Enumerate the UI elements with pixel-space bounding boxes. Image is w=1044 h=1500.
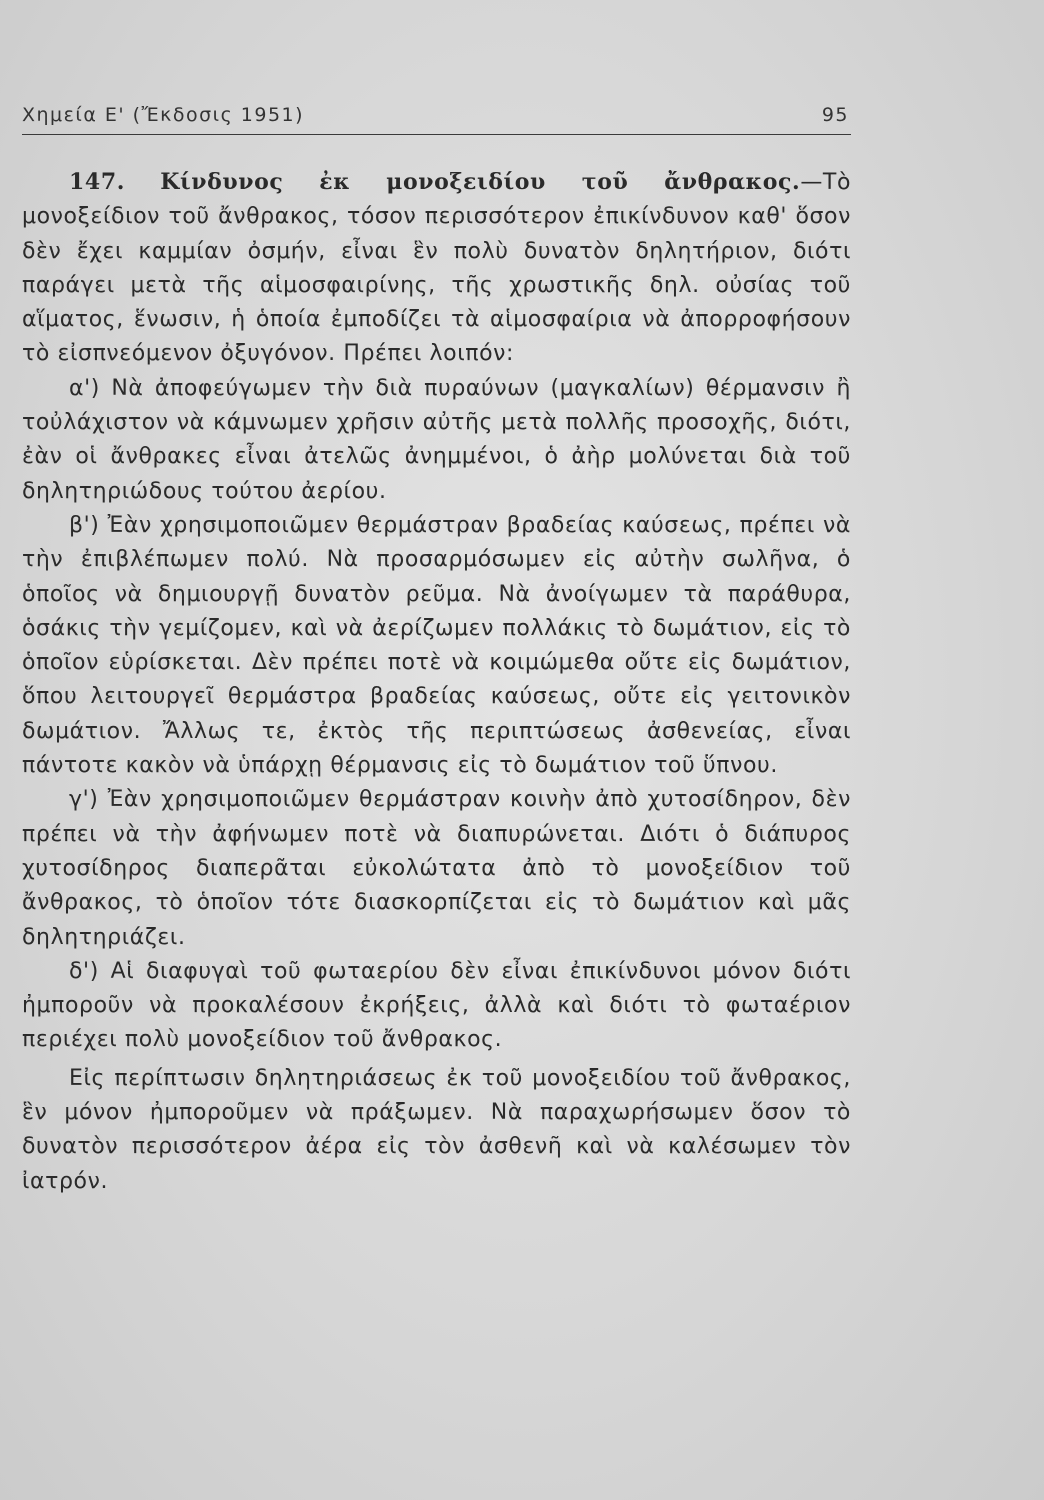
paragraph-delta: δ') Αἱ διαφυγαὶ τοῦ φωταερίου δὲν εἶναι ἐπικίνδυνοι μόνον διότι ἠμποροῦν νὰ προκαλέσουν ἐκρήξεις, ἀλλὰ καὶ διότι τὸ φωταέριον περιέχει πολὺ μονοξείδιον τοῦ ἄνθρακος. (22, 958, 851, 1053)
section-heading-paragraph (22, 165, 851, 372)
paragraph-alpha: α') Νὰ ἀποφεύγωμεν τὴν διὰ πυραύνων (μαγκαλίων) θέρμανσιν ἢ τοὐλάχιστον νὰ κάμνωμεν χρῆσιν αὐτῆς μετὰ πολλῆς προσοχῆς, διότι, ἐὰν οἱ ἄνθρακες εἶναι ἀτελῶς ἀνημμένοι, ὁ ἀὴρ μολύνεται διὰ τοῦ δηλητηριώδους τούτου ἀερίου. (22, 375, 851, 504)
running-header (22, 100, 851, 135)
section-number: 147. (69, 169, 125, 195)
section-title: Κίνδυνος ἐκ μονοξειδίου τοῦ ἄνθρακος. (160, 169, 801, 195)
paragraph-beta: β') Ἐὰν χρησιμοποιῶμεν θερμάστραν βραδείας καύσεως, πρέπει νὰ τὴν ἐπιβλέπωμεν πολύ. Νὰ προσαρμόσωμεν εἰς αὐτὴν σωλῆνα, ὁ ὁποῖος νὰ δημιουργῇ δυνατὸν ρεῦμα. Νὰ ἀνοίγωμεν τὰ παράθυρα, ὁσάκις τὴν γεμίζομεν, καὶ νὰ ἀερίζωμεν πολλάκις τὸ δωμάτιον, εἰς τὸ ὁποῖον εὑρίσκεται. Δὲν πρέπει ποτὲ νὰ κοιμώμεθα οὔτε εἰς δωμάτιον, ὅπου λειτουργεῖ θερμάστρα βραδείας καύσεως, οὔτε εἰς γειτονικὸν δωμάτιον. Ἄλλως τε, ἐκτὸς τῆς περιπτώσεως ἀσθενείας, εἶναι πάντοτε κακὸν νὰ ὑπάρχῃ θέρμανσις εἰς τὸ δωμάτιον τοῦ ὕπνου. (22, 512, 851, 779)
page-number: 95 (821, 104, 849, 126)
paragraph-gamma: γ') Ἐὰν χρησιμοποιῶμεν θερμάστραν κοινὴν ἀπὸ χυτοσίδηρον, δὲν πρέπει νὰ τὴν ἀφήνωμεν ποτὲ νὰ διαπυρώνεται. Διότι ὁ διάπυρος χυτοσίδηρος διαπερᾶται εὐκολώτατα ἀπὸ τὸ μονοξείδιον τοῦ ἄνθρακος, τὸ ὁποῖον τότε διασκορπίζεται εἰς τὸ δωμάτιον καὶ μᾶς δηλητηριάζει. (22, 787, 851, 950)
page-body (22, 165, 851, 1199)
book-title: Χημεία Ε' (Ἔκδοσις 1951) (22, 104, 305, 126)
paragraph-treatment: Εἰς περίπτωσιν δηλητηριάσεως ἐκ τοῦ μονοξειδίου τοῦ ἄνθρακος, ἓν μόνον ἠμποροῦμεν νὰ πράξωμεν. Νὰ παραχωρήσωμεν ὅσον τὸ δυνατὸν περισσότερον ἀέρα εἰς τὸν ἀσθενῆ καὶ νὰ καλέσωμεν τὸν ἰατρόν. (22, 1065, 851, 1194)
section-intro: —Τὸ μονοξείδιον τοῦ ἄνθρακος, τόσον περισσότερον ἐπικίνδυνον καθ' ὅσον δὲν ἔχει καμμίαν ὀσμήν, εἶναι ἓν πολὺ δυνατὸν δηλητήριον, διότι παράγει μετὰ τῆς αἱμοσφαιρίνης, τῆς χρωστικῆς δηλ. οὐσίας τοῦ αἵματος, ἕνωσιν, ἡ ὁποία ἐμποδίζει τὰ αἱμοσφαίρια νὰ ἀπορροφήσουν τὸ εἰσπνεόμενον ὀξυγόνον. Πρέπει λοιπόν: (22, 170, 852, 367)
